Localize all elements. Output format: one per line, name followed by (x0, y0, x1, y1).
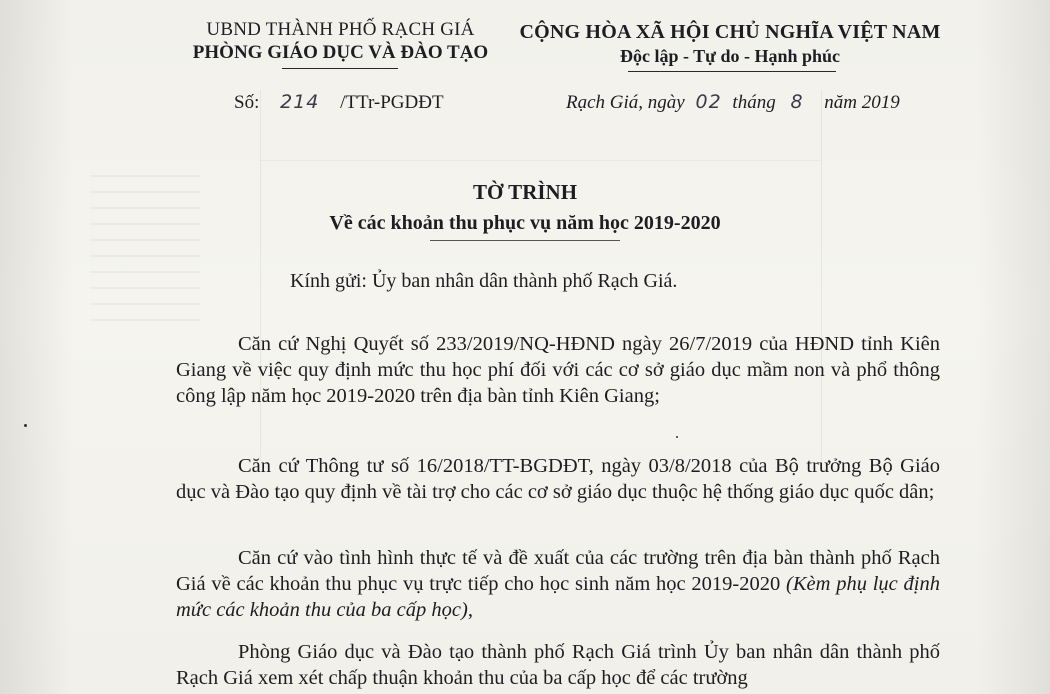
month-handwritten: 8 (790, 91, 804, 113)
document-subtitle: Về các khoản thu phục vụ năm học 2019-2020 (329, 212, 721, 234)
place-date (566, 90, 900, 115)
document-title: TỜ TRÌNH (472, 180, 578, 204)
place-label: Rạch Giá, ngày (566, 92, 685, 113)
paragraph-3-text: Căn cứ vào tình hình thực tế và đề xuất của các trường trên địa bàn thành phố Rạch Giá về các khoản thu phục vụ trực tiếp cho học sinh năm học 2019-2020 (176, 547, 940, 595)
month-label: tháng (732, 92, 776, 113)
paper-speck (676, 436, 678, 438)
paragraph-1: Căn cứ Nghị Quyết số 233/2019/NQ-HĐND ngày 26/7/2019 của HĐND tỉnh Kiên Giang về việc quy định mức thu học phí đối với các cơ sở giáo dục mầm non và phổ thông công lập năm học 2019-2020 trên địa bàn tỉnh Kiên Giang; (176, 333, 940, 407)
paragraph-3 (176, 545, 940, 623)
so-number-handwritten: 214 (280, 91, 320, 113)
subtitle-underline (430, 240, 620, 241)
paragraph-2: Căn cứ Thông tư số 16/2018/TT-BGDĐT, ngày 03/8/2018 của Bộ trưởng Bộ Giáo dục và Đào tạo quy định về tài trợ cho các cơ sở giáo dục thuộc hệ thống giáo dục quốc dân; (176, 455, 940, 503)
agency-underline (282, 68, 398, 69)
paragraph-3-end: , (467, 599, 473, 621)
motto-underline (628, 71, 836, 72)
so-label: Số: (234, 92, 260, 113)
paper-speck (24, 424, 27, 427)
recipient-line: Kính gửi: Ủy ban nhân dân thành phố Rạch Giá. (290, 270, 678, 292)
paragraph-4: Phòng Giáo dục và Đào tạo thành phố Rạch Giá trình Ủy ban nhân dân thành phố Rạch Giá xem xét chấp thuận khoản thu của ba cấp học để các trường (176, 641, 940, 689)
agency-parent: UBND THÀNH PHỐ RẠCH GIÁ (206, 19, 475, 40)
national-motto-header (505, 20, 955, 68)
year-label: năm 2019 (824, 92, 900, 113)
document-number (234, 90, 444, 115)
day-handwritten: 02 (695, 91, 722, 113)
so-suffix: /TTr-PGDĐT (340, 92, 444, 113)
issuing-agency-header (168, 18, 513, 65)
motto: Độc lập - Tự do - Hạnh phúc (619, 46, 841, 66)
agency-name: PHÒNG GIÁO DỤC VÀ ĐÀO TẠO (192, 42, 489, 63)
paragraph-3-appendix-note: (Kèm phụ lục định mức các khoản thu của ba cấp học) (176, 573, 940, 621)
country-name: CỘNG HÒA XÃ HỘI CHỦ NGHĨA VIỆT NAM (519, 21, 941, 43)
